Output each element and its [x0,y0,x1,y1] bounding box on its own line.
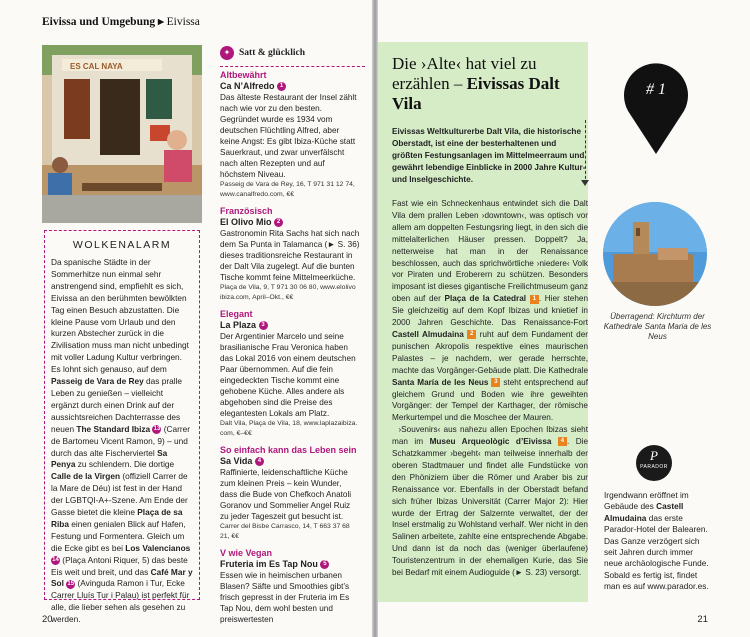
parador-logo: P PARADOR [636,445,672,481]
map-number-badge: 14 [52,556,59,563]
running-header [42,14,200,28]
map-pin-icon [616,56,696,156]
restaurant-list [220,70,360,625]
header-sub: Eivissa [166,16,200,28]
entry-category: Altbewährt [220,70,267,80]
entry-info: Passeig de Vara de Rey, 16, T 971 31 12 74, www.canalfredo.com, €€ [220,181,355,198]
entry-description: Der Argentinier Marcelo und seine brasilianische Frau Veronica haben das Lokal 2016 von einem deutschen Paar übernommen. Auf die fein eingedeckten Tische kommt eine gehobene Küche. Alles andere als abgehoben sind die Preise des elegantesten Lokals am Platz. [220,332,356,418]
sign-text: ES CAL NAYA [70,62,123,71]
cafe-photo [42,45,202,223]
parador-text: Irgendwann eröffnet im Gebäude des Castell Almudaina das erste Parador-Hotel der Balearen. Das Ganze verzögert sich seit Jahren durch immer neue archäologische Funde. Sobald es fertig ist, findet man es auf www.parador.es. [604,490,709,592]
photo-caption: Überragend: Kirchturm der Kathedrale Santa Maria de les Neus [603,312,712,341]
map-number-badge: 4 [255,457,264,466]
map-number-badge: 4 [558,437,567,446]
restaurant-entry [220,70,360,199]
entry-category: Elegant [220,309,253,319]
entry-category: V wie Vegan [220,548,273,558]
restaurant-entry [220,206,360,302]
page-number: 21 [697,614,708,625]
entry-info: Dalt Vila, Plaça de Vila, 18, www.laplazaibiza. com, €–€€ [220,420,358,437]
map-number-badge: 13 [153,426,161,432]
satt-heading: ✦ Satt & glücklich [220,46,360,60]
right-page [378,0,750,637]
cathedral-photo [603,202,707,306]
entry-description: Das älteste Restaurant der Insel zählt nach wie vor zu den besten. Gegründet wurde es 1934 vom deutschen Flüchtling Alfred, aber keine Angst: Es gibt Ibiza-Küche statt Sauerkraut, und zwar unverfälscht nach alten Rezepten und auf höchstem Niveau. [220,93,357,179]
header-arrow-icon: ▸ [158,16,164,28]
restaurant-entry [220,309,360,438]
map-number-badge: 5 [320,560,329,569]
entry-description: Raffinierte, leidenschaftliche Küche zum kleinen Preis – kein Wunder, dass die Bude von Chefkoch Anatoli Goranov und Sommelier Angel Ruiz zu jeder Tageszeit gut besucht ist. [220,468,352,521]
entry-description: Essen wie in heimischen urbanen Blasen? Säfte und Smoothies gibt’s frisch gepresst in der Fruteria im Es Tap Nou, dem wohl besten und preiswertesten [220,571,350,624]
entry-info: Carrer del Bisbe Carrasco, 14, T 663 37 68 21, €€ [220,523,350,540]
header-region: Eivissa und Umgebung [42,16,156,28]
page-number: 20 [42,614,53,625]
alarm-title: WOLKENALARM [72,239,172,251]
map-number-badge: 1 [530,295,539,304]
left-page [0,0,372,637]
pin-label: # 1 [646,81,666,98]
feature-intro: Eivissas Weltkulturerbe Dalt Vila, die historische Oberstadt, ist eine der besterhaltenen und größten Festungsanlagen im Mittelmeerraum und gewährt lebendige Einblicke in 2000 Jahre Kultur- und Inselgeschichte. [392,127,586,184]
entry-category: Französisch [220,206,273,216]
entry-name: La Plaza 3 [220,320,360,331]
entry-name: Sa Vida 4 [220,456,360,467]
entry-description: Gastronomin Rita Sachs hat sich nach dem Sa Punta in Talamanca (► S. 36) dieses traditionsreiche Restaurant in der Dalt Vila zugelegt. Auf die bunten Tische kommt feine Mittelmeerküche. [220,229,360,282]
map-number-badge: 3 [259,321,268,330]
entry-name: El Olivo Mio 2 [220,217,360,228]
map-number-badge: 3 [491,378,500,387]
feature-body: Fast wie ein Schneckenhaus entwindet sich die Dalt Vila dem prallen Leben ›downtown‹, was optisch vor allem am doppelten Festungsring liegt, in den sich die mittelalterlichen Häuser pressen. Doppelt? Ja, netterweise hat man in der Renaissance beschlossen, auch das sprichwörtliche ›niedere‹ Volk vor Piraten und Eroberern zu schützen. Besonders imposant ist dieses gigantische Freilichtmuseum ganz oben auf der Plaça de la Catedral 1 . Hier stehen Sie gleichzeitig auf dem Kopf Ibizas und knietief in 2000 Jahren Geschichte. Das Renaissance-Fort Castell Almudaina 2 ruht auf dem Fundament der punischen Akropolis respektive eines maurischen Palastes – je nachdem, wer gerade herrschte, machte das Vorgänger-Gebäude platt. Die Kathedrale Santa María de les Neus 3 steht entsprechend auf gleichem Grund und Boden wie ihre geweihten Vorgänger: der Tempel der Karthager, der römische Merkurtempel und die Moschee der Mauren. ›Souvenirs‹ aus nahezu allen Epochen Ibizas sieht man im Museu Arqueològic d’Eivissa 4 . Die Schatzkammer ›begeht‹ man teilweise innerhalb der oberen Stadtmauer und findet alle Fundstücke von den Phöniziern über die Römer und Araber bis zur Renaissance vor. Ebenfalls in der Oberstadt befand sich früher Ibizas Universität (Carrer Major 2): Hier wurde der Ertrag der Salzernte verwaltet, der der Insel erstmalig zu Wohlstand verhalf. Wer nicht in den Salinen arbeitete, zahlte eine entsprechende Abgabe. Und dann ist da noch das (weniger überlaufene) Touristenzentrum in der ehemaligen Kurie, das Sie bei Bedarf mit einem Audioguide (► S. 23) versorgt. [392,199,588,578]
restaurant-entry [220,548,360,625]
satt-column [220,46,360,632]
entry-name: Ca N’Alfredo 1 [220,81,360,92]
entry-category: So einfach kann das Leben sein [220,445,357,455]
map-number-badge: 2 [274,218,283,227]
alarm-text: Da spanische Städte in der Sommerhitze nun einmal sehr anstrengend sind, empfiehlt es sich, Eivissa an den berühmten bewölkten Tag einen Besuch abzustatten. Die kleine Pause vom Urlaub und den kurzen Abstecher zurück in die Zivilisation muss man nicht unbedingt mit voller Ladung Kultur verbringen. Es lohnt sich genauso, auf dem Passeig de Vara de Rey das pralle Leben zu genießen – vielleicht ergänzt durch einen Drink auf der aussichtsreichen Dachterrasse des neuen The Standard Ibiza 13 (Carrer de Bartomeu Vicent Ramon, 9) – und durch das alte Fischerviertel Sa Penya zu schlendern. Die dortige Calle de la Virgen (offiziell Carrer de la Mare de Déu) ist fest in der Hand der LGBTQI-A+-Szene. Am Ende der Gasse bietet die kleine Plaça de sa Riba einen genialen Blick auf Hafen, Festung und Formentera. Gleich um die Ecke gibt es bei Los Valencianos 14 (Plaça Antoni Riquer, 5) das beste Eis weit und breit, und das Café Mar y Sol 15 (Avinguda Ramon i Tur, Ecke Carrer Lluís Tur i Palau) ist perfekt für alle, die lieber sehen als gesehen zu werden. [51,257,193,625]
arrow-down-icon [581,180,589,186]
map-number-badge: 2 [467,330,476,339]
map-number-badge: 15 [67,580,75,587]
entry-name: Fruteria im Es Tap Nou 5 [220,559,360,570]
cutlery-icon: ✦ [220,46,234,60]
divider [220,66,365,67]
map-number-badge: 1 [277,82,286,91]
feature-title: Die ›Alte‹ hat viel zu erzählen – Eivissas Dalt Vila [392,54,560,113]
restaurant-entry [220,445,360,541]
dashed-arrow [585,120,586,184]
entry-info: Plaça de Vila, 9, T 971 30 06 80, www.elolivo ibiza.com, April–Okt., €€ [220,284,356,301]
